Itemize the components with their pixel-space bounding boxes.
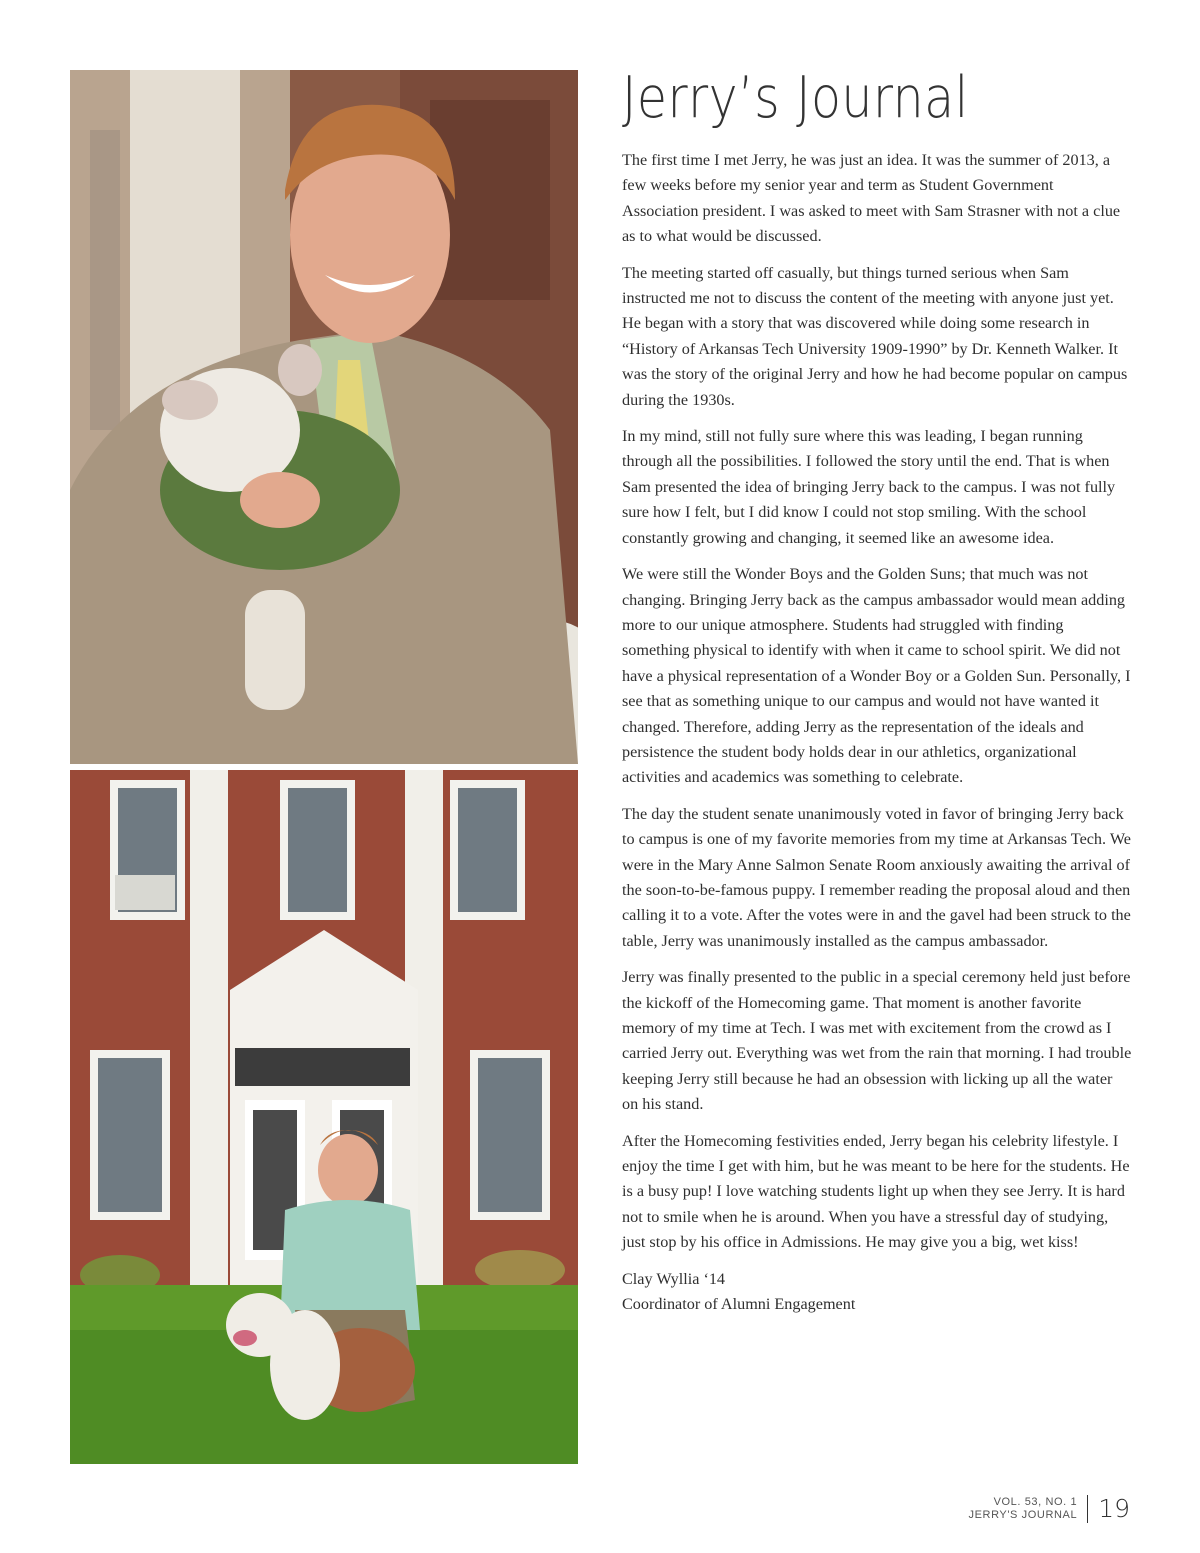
article-paragraph: The day the student senate unanimously voted in favor of bringing Jerry back to campus is one of my favorite memories from my time at Arkansas Tech. We were in the Mary Anne Salmon Senate Room anxiously awaiting the arrival of the soon-to-be-famous puppy. I remember reading the proposal aloud and then calling it to a vote. After the votes were in and the gavel had been struck to the table, Jerry was unanimously installed as the campus ambassador. xyxy=(622,804,1131,950)
page-footer xyxy=(968,1494,1130,1523)
article-paragraph: We were still the Wonder Boys and the Golden Suns; that much was not changing. Bringing Jerry back as the campus ambassador would mean adding more to our unique atmosphere. Students had struggled with finding something physical to identify with when it came to school spirit. We did not have a physical representation of a Wonder Boy or a Golden Sun. Personally, I see that as something unique to our campus and would not have wanted it changed. Therefore, adding Jerry as the representation of the ideals and persistence the student body holds dear in our athletics, organizational activities and academics was something to celebrate. xyxy=(622,565,1131,787)
footer-volume: VOL. 53, NO. 1 xyxy=(993,1495,1078,1508)
article-paragraph: In my mind, still not fully sure where this was leading, I began running through all the possibilities. I followed the story until the end. That is when Sam presented the idea of bringing Jerry back to the campus. I was not fully sure how I felt, but I did know I could not stop smiling. With the school constantly growing and changing, it seemed like an awesome idea. xyxy=(622,427,1116,547)
photo-man-holding-bulldog xyxy=(70,70,578,764)
article-paragraph: The meeting started off casually, but things turned serious when Sam instructed me not to discuss the content of the meeting with anyone just yet. He began with a story that was discovered while doing some research in “History of Arkansas Tech University 1909-1990” by Dr. Kenneth Walker. It was the story of the original Jerry and how he had become popular on campus during the 1930s. xyxy=(622,263,1128,409)
article-paragraph: Jerry was finally presented to the public in a special ceremony held just before the kickoff of the Homecoming game. That moment is another favorite memory of my time at Tech. I was met with excitement from the crowd as I carried Jerry out. Everything was wet from the rain that morning. I had trouble keeping Jerry still because he had an obsession with licking up all the water on his stand. xyxy=(622,968,1132,1114)
article xyxy=(622,62,1132,1317)
article-title: Jerry’s Journal xyxy=(622,65,969,131)
article-paragraph: The first time I met Jerry, he was just an idea. It was the summer of 2013, a few weeks before my senior year and term as Student Government Association president. I was asked to meet with Sam Strasner with not a clue as to what would be discussed. xyxy=(622,151,1121,246)
page-number: 19 xyxy=(1098,1494,1130,1523)
footer-divider xyxy=(1087,1495,1088,1523)
footer-meta xyxy=(968,1496,1077,1522)
footer-section: JERRY'S JOURNAL xyxy=(968,1508,1078,1521)
author-title: Coordinator of Alumni Engagement xyxy=(622,1295,856,1314)
article-paragraph: After the Homecoming festivities ended, Jerry began his celebrity lifestyle. I enjoy the time I get with him, but he was meant to be here for the students. He is a busy pup! I love watching students light up when they see Jerry. It is hard not to smile when he is around. When you have a stressful day of studying, just stop by his office in Admissions. He may give you a big, wet kiss! xyxy=(622,1131,1130,1252)
photo-man-with-bulldog-on-lawn xyxy=(70,770,578,1464)
author-name: Clay Wyllia ‘14 xyxy=(622,1269,726,1288)
